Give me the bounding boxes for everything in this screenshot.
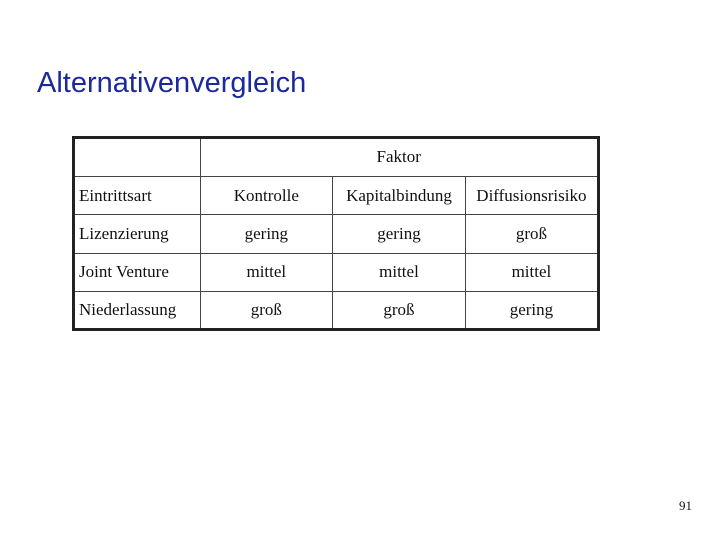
table-row-niederlassung bbox=[74, 292, 598, 329]
table-cell: groß bbox=[200, 292, 333, 329]
row-label: Niederlassung bbox=[74, 292, 200, 329]
row-header-label: Eintrittsart bbox=[74, 176, 200, 214]
table-cell: gering bbox=[465, 292, 598, 329]
column-header-kontrolle: Kontrolle bbox=[200, 176, 333, 214]
table-cell: mittel bbox=[333, 253, 466, 291]
table-cell: mittel bbox=[465, 253, 598, 291]
table-cell: groß bbox=[465, 215, 598, 253]
comparison-table-grid bbox=[73, 137, 599, 330]
table-header-row-group bbox=[74, 138, 598, 176]
table-row-lizenzierung bbox=[74, 215, 598, 253]
row-label: Lizenzierung bbox=[74, 215, 200, 253]
table-cell: groß bbox=[333, 292, 466, 329]
table-row-joint-venture bbox=[74, 253, 598, 291]
column-header-diffusionsrisiko: Diffusionsrisiko bbox=[465, 176, 598, 214]
table-corner-cell bbox=[74, 138, 200, 176]
table-cell: gering bbox=[200, 215, 333, 253]
comparison-table bbox=[72, 136, 600, 331]
row-label: Joint Venture bbox=[74, 253, 200, 291]
faktor-group-header: Faktor bbox=[200, 138, 598, 176]
column-header-kapitalbindung: Kapitalbindung bbox=[333, 176, 466, 214]
table-header-row-columns bbox=[74, 176, 598, 214]
page-number: 91 bbox=[679, 498, 692, 513]
slide-title: Alternativenvergleich bbox=[37, 67, 307, 99]
table-cell: mittel bbox=[200, 253, 333, 291]
table-cell: gering bbox=[333, 215, 466, 253]
